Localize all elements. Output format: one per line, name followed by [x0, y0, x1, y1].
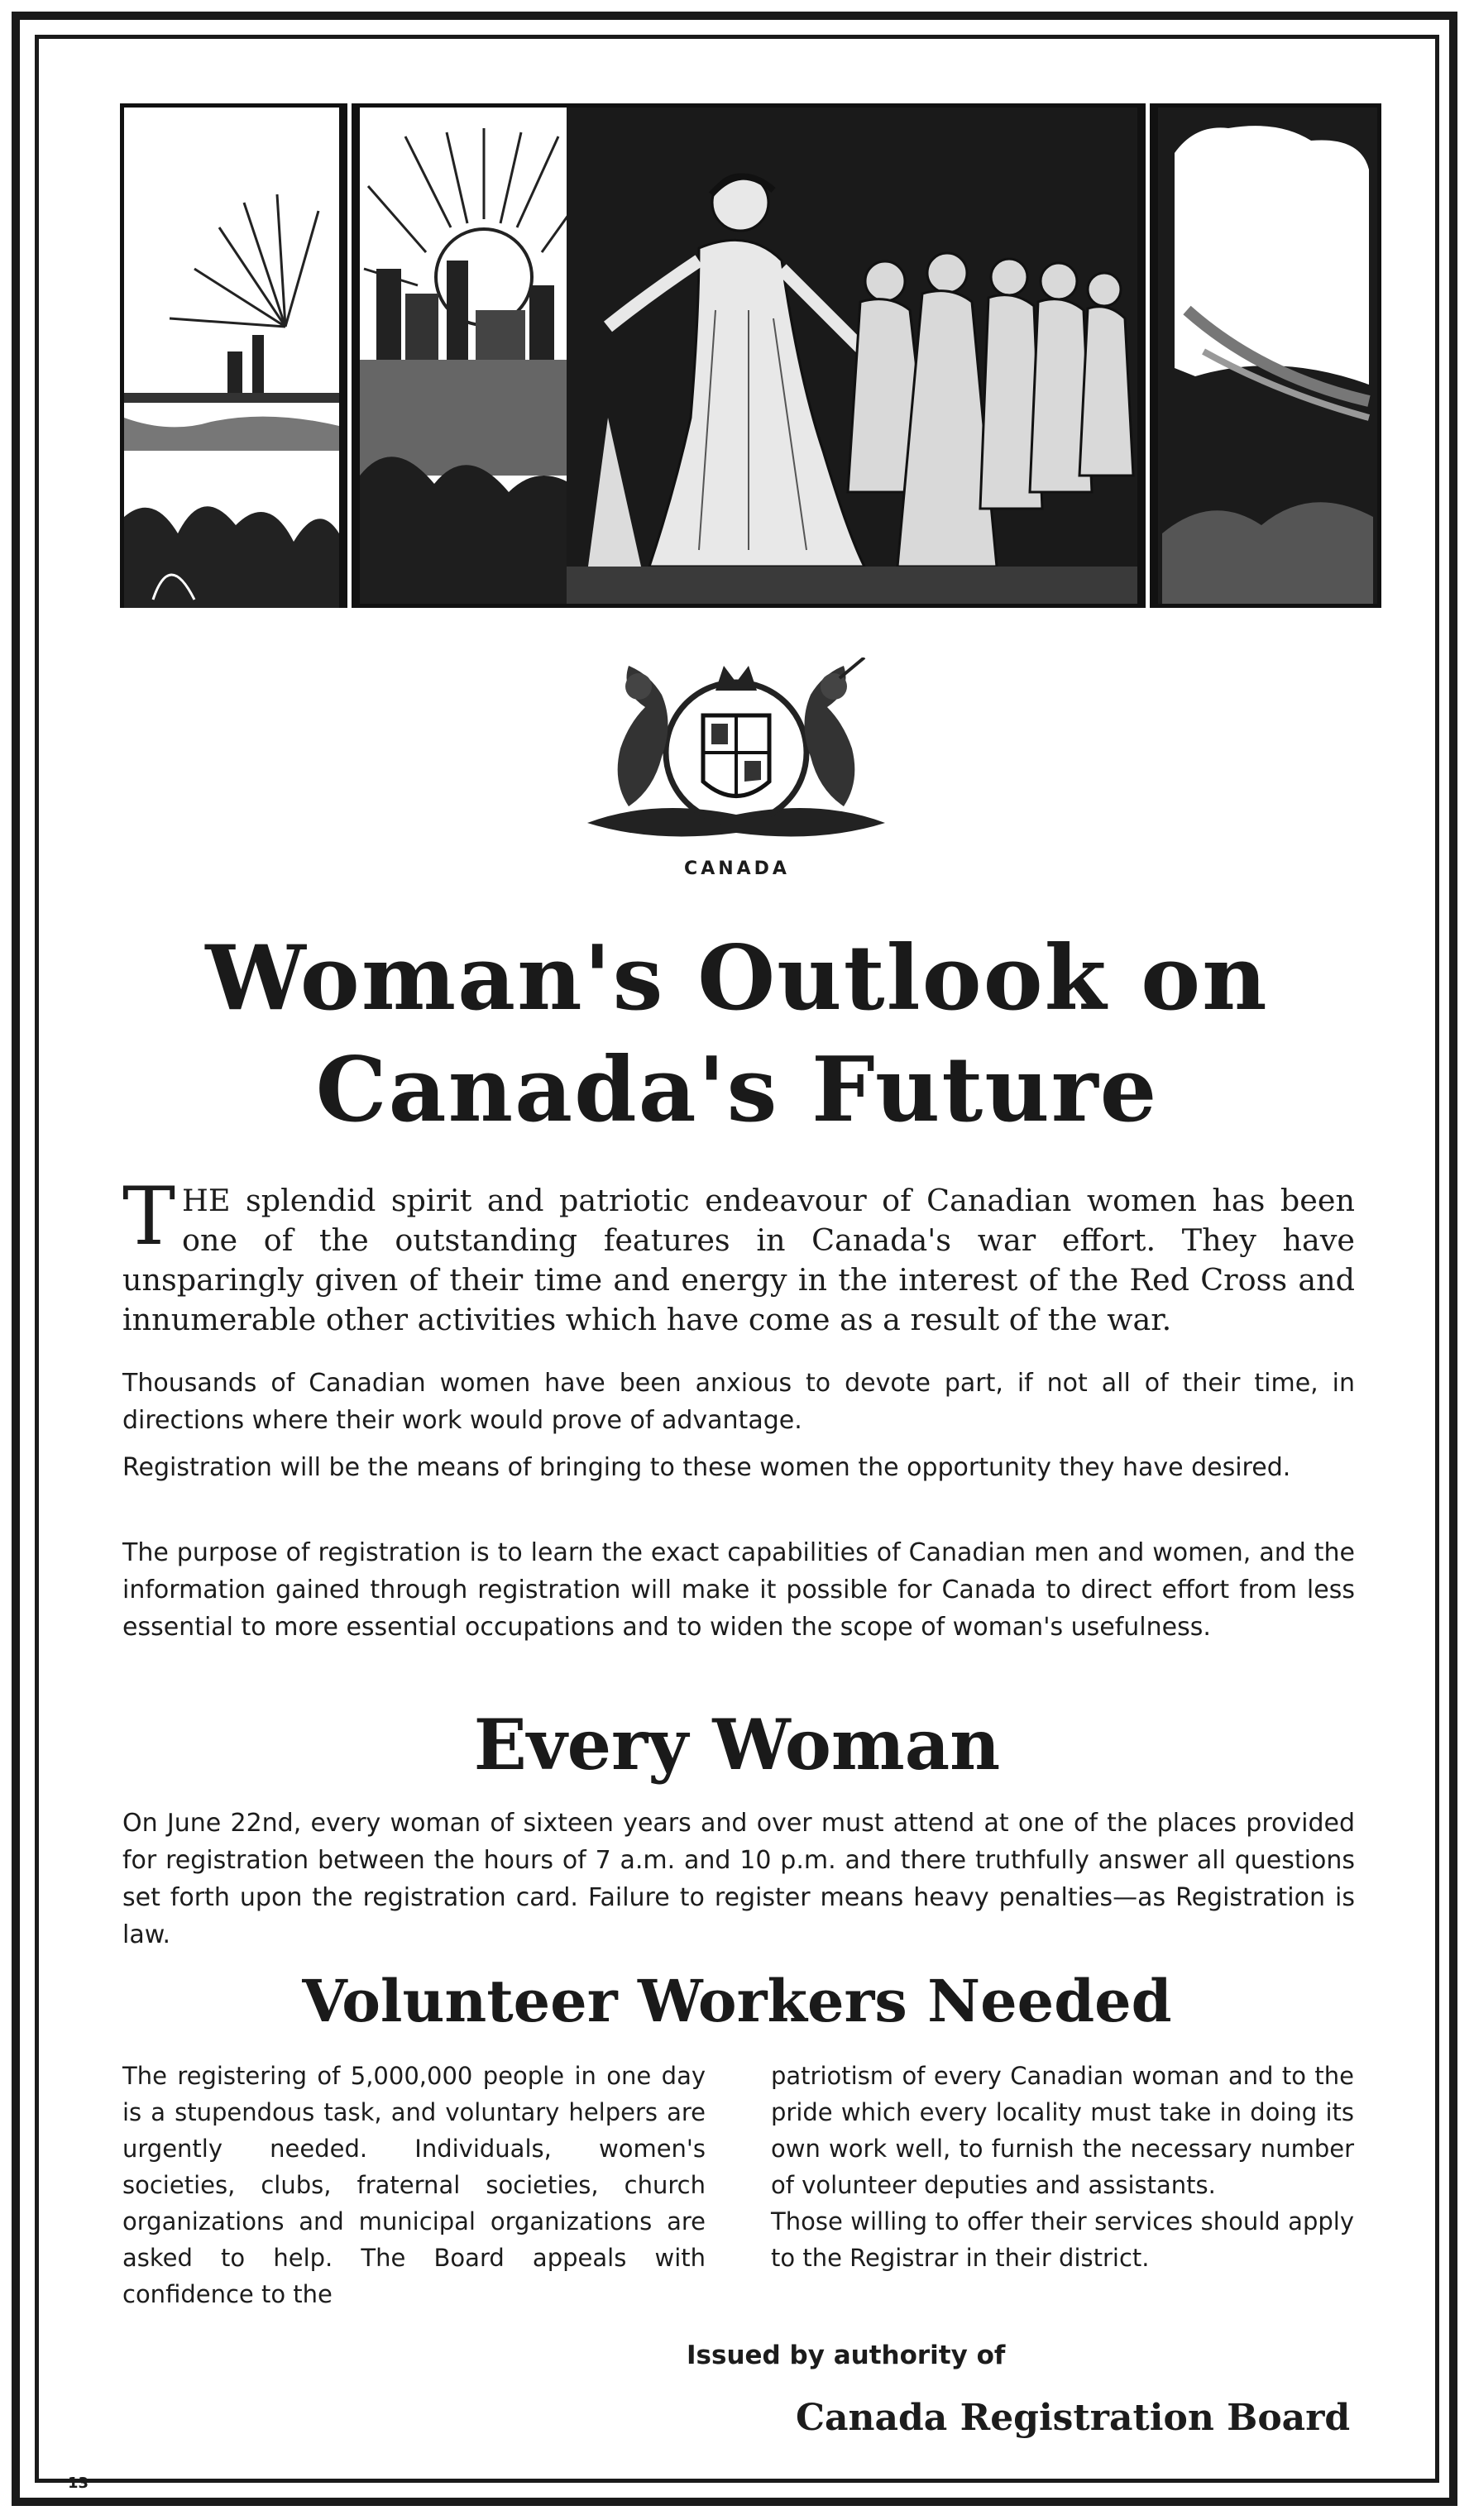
- headline-line-2: Canada's Future: [315, 1038, 1159, 1142]
- intro-text: HE splendid spirit and patriotic endeavour of Canadian women has been one of the outstanding features in Canada's war effort. They have unsparingly given of their time and energy in the interest of the Red Cross and innumerable other activities which have come as a result of the war.: [122, 1183, 1355, 1337]
- coat-of-arms-emblem: [571, 657, 902, 844]
- canada-illustration: [120, 103, 1381, 608]
- every-woman-paragraph: On June 22nd, every woman of sixteen years and over must attend at one of the places provided for registration between the hours of 7 a.m. and 10 p.m. and there truthfully answer all questions set forth upon the registration card. Failure to register means heavy penalties—as Registration is law.: [122, 1809, 1355, 1949]
- body-paragraph: Thousands of Canadian women have been anxious to devote part, if not all of their time, in directions where their work would prove of advantage.: [122, 1369, 1355, 1435]
- board-signature: Canada Registration Board: [796, 2397, 1351, 2439]
- issued-by-line: Issued by authority of: [687, 2341, 1006, 2370]
- volunteer-heading: Volunteer Workers Needed: [302, 1967, 1172, 2035]
- volunteer-column-left: The registering of 5,000,000 people in one day is a stupendous task, and voluntary helpers are urgently needed. Individuals, women's societies, clubs, fraternal societies, church organizations and municipal organizations are asked to help. The Board appeals with confidence to the: [122, 2062, 706, 2308]
- page-number: 13: [68, 2475, 89, 2492]
- volunteer-right-paragraph: patriotism of every Canadian woman and to the pride which every locality must take in doing its own work well, to furnish the necessary number of volunteer deputies and assistants.: [771, 2062, 1354, 2199]
- every-woman-heading: Every Woman: [473, 1704, 1001, 1786]
- intro-paragraph: [122, 1170, 1355, 1340]
- body-paragraph: The purpose of registration is to learn the exact capabilities of Canadian men and women, and the information gained through registration will make it possible for Canada to direct effort from less essential to more essential occupations and to widen the scope of woman's usefulness.: [122, 1538, 1355, 1642]
- volunteer-right-paragraph: Those willing to offer their services should apply to the Registrar in their district.: [771, 2207, 1354, 2272]
- headline-line-1: Woman's Outlook on: [205, 926, 1269, 1030]
- drop-cap: T: [122, 1170, 176, 1263]
- volunteer-column-right: [771, 2058, 1354, 2276]
- crest-label: CANADA: [684, 858, 790, 879]
- body-paragraph: Registration will be the means of bringing to these women the opportunity they have desired.: [122, 1453, 1291, 1482]
